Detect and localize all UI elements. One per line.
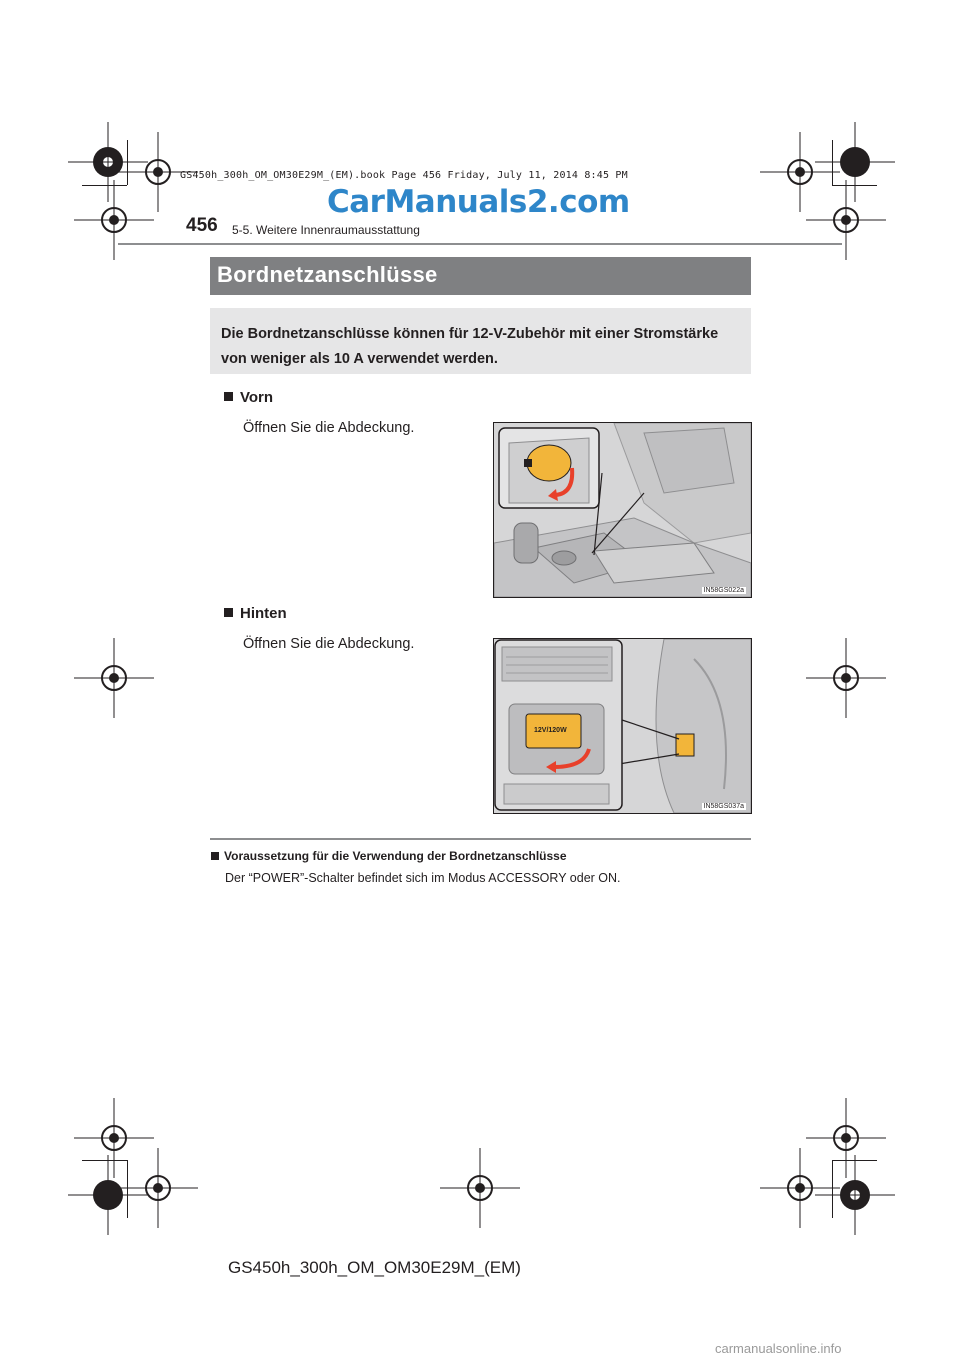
note-heading-label: Voraussetzung für die Verwendung der Bordnetzanschlüsse	[224, 849, 567, 863]
page-number: 456	[186, 215, 218, 236]
intro-text: Die Bordnetzanschlüsse können für 12-V-Zubehör mit einer Stromstärke von weniger als 10 A verwendet werden.	[221, 326, 719, 367]
print-slug: GS450h_300h_OM_OM30E29M_(EM).book Page 456 Friday, July 11, 2014 8:45 PM	[180, 170, 628, 181]
note-heading	[211, 849, 567, 863]
rear-console-drawing	[494, 639, 751, 813]
square-bullet-icon	[224, 392, 233, 401]
registration-mark-starburst-icon	[815, 1155, 895, 1235]
rear-socket-illustration	[493, 638, 752, 814]
note-body: Der “POWER”-Schalter befindet sich im Modus ACCESSORY oder ON.	[225, 871, 621, 885]
crop-line	[127, 1160, 128, 1218]
crop-line	[832, 185, 877, 186]
site-watermark[interactable]: carmanualsonline.info	[715, 1341, 842, 1356]
registration-mark-crosshair-icon	[74, 180, 154, 260]
registration-mark-crosshair-icon	[440, 1148, 520, 1228]
item-heading-front	[224, 389, 273, 406]
footer-doc-id: GS450h_300h_OM_OM30E29M_(EM)	[228, 1258, 521, 1277]
registration-mark-crosshair-icon	[806, 638, 886, 718]
crop-line	[832, 1160, 877, 1161]
crop-line	[127, 140, 128, 185]
crop-line	[832, 140, 833, 185]
item-step-rear: Öffnen Sie die Abdeckung.	[243, 636, 415, 652]
item-heading-label: Hinten	[240, 605, 287, 622]
header-divider	[118, 243, 842, 245]
figure-code: IN58GS022a	[703, 587, 744, 594]
figure-code: IN58GS037a	[703, 803, 744, 810]
registration-mark-crosshair-icon	[118, 1148, 198, 1228]
crop-line	[82, 1160, 127, 1161]
intro-box	[210, 308, 751, 374]
front-console-drawing	[494, 423, 751, 597]
note-divider	[210, 838, 751, 840]
crop-line	[832, 1160, 833, 1218]
registration-mark-crosshair-icon	[806, 180, 886, 260]
crop-line	[82, 185, 127, 186]
page-title: Bordnetzanschlüsse	[217, 262, 438, 287]
registration-mark-crosshair-icon	[74, 638, 154, 718]
watermark-logo[interactable]: CarManuals2.com	[327, 184, 630, 220]
item-heading-label: Vorn	[240, 389, 274, 406]
front-socket-illustration	[493, 422, 752, 598]
item-heading-rear	[224, 605, 287, 622]
page-title-bar	[210, 257, 751, 295]
section-title: 5-5. Weitere Innenraumausstattung	[232, 223, 420, 237]
square-bullet-icon	[224, 608, 233, 617]
square-bullet-icon	[211, 852, 219, 860]
item-step-front: Öffnen Sie die Abdeckung.	[243, 420, 415, 436]
socket-rating-label: 12V/120W	[534, 727, 567, 734]
